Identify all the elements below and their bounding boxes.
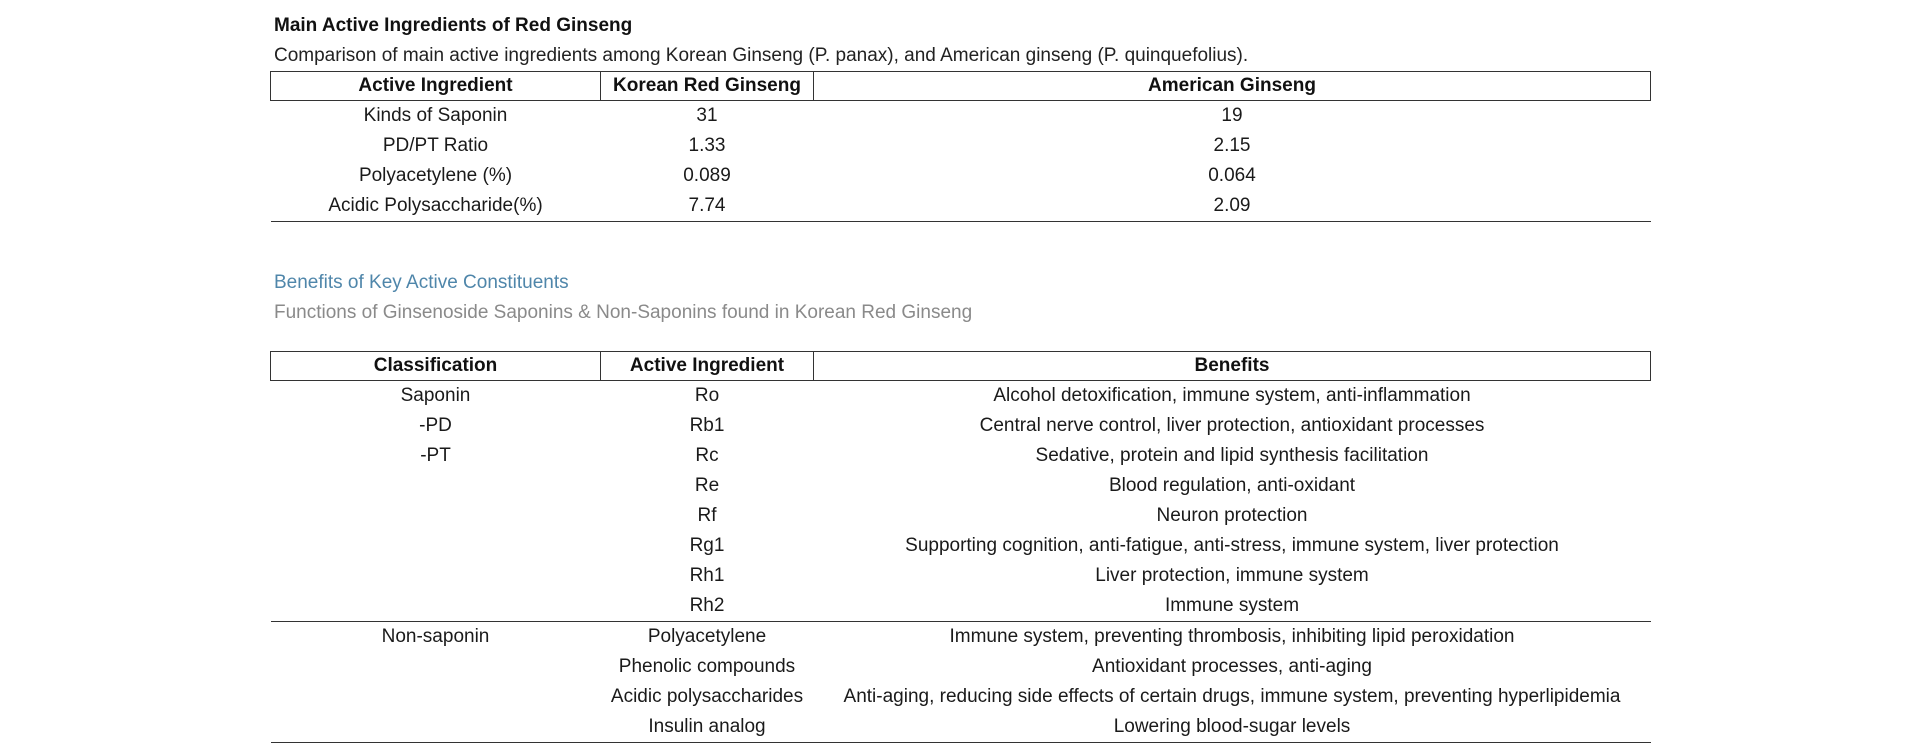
cell-benefits: Sedative, protein and lipid synthesis facilitation xyxy=(1035,445,1429,466)
cell-benefits: Alcohol detoxification, immune system, anti-inflammation xyxy=(993,385,1471,406)
table-row xyxy=(271,531,1651,561)
cell-benefits: Liver protection, immune system xyxy=(1095,565,1369,586)
table-row xyxy=(271,622,1651,653)
cell-classification: -PT xyxy=(420,445,451,466)
cell-ingredient: Polyacetylene (%) xyxy=(358,165,513,186)
cell-ingredient: Insulin analog xyxy=(601,712,814,743)
header-active-ingredient: Active Ingredient xyxy=(271,72,601,101)
table-row xyxy=(271,131,1651,161)
cell-classification: Non-saponin xyxy=(381,626,490,647)
cell-korean-value: 7.74 xyxy=(601,191,814,222)
table-row xyxy=(271,101,1651,132)
header-american-ginseng: American Ginseng xyxy=(814,72,1651,101)
cell-ingredient: Rb1 xyxy=(689,415,725,436)
table-row xyxy=(271,682,1651,712)
table-header-row xyxy=(271,352,1651,381)
table-row xyxy=(271,561,1651,591)
table-row xyxy=(271,501,1651,531)
cell-benefits: Immune system, preventing thrombosis, inhibiting lipid peroxidation xyxy=(949,626,1515,647)
header-classification: Classification xyxy=(271,352,601,381)
cell-benefits: Blood regulation, anti-oxidant xyxy=(1108,475,1356,496)
table-row xyxy=(271,161,1651,191)
cell-ingredient: Rg1 xyxy=(689,535,725,556)
cell-ingredient: Rh2 xyxy=(601,591,814,622)
benefits-subtitle: Functions of Ginsenoside Saponins & Non-Saponins found in Korean Red Ginseng xyxy=(274,302,973,323)
cell-classification: -PD xyxy=(419,415,452,436)
benefits-title: Benefits of Key Active Constituents xyxy=(274,272,569,293)
cell-ingredient: Polyacetylene xyxy=(647,626,767,647)
table-row xyxy=(271,712,1651,743)
table-row xyxy=(271,411,1651,441)
table-row xyxy=(271,441,1651,471)
cell-benefits: Immune system xyxy=(814,591,1651,622)
cell-ingredient: Rc xyxy=(695,445,719,466)
table-row xyxy=(271,591,1651,622)
benefits-table xyxy=(270,351,1651,743)
cell-classification xyxy=(271,531,601,561)
cell-american-value: 2.09 xyxy=(814,191,1651,222)
cell-classification xyxy=(271,561,601,591)
cell-ingredient: PD/PT Ratio xyxy=(382,135,489,156)
cell-ingredient: Ro xyxy=(694,385,720,406)
table-row xyxy=(271,652,1651,682)
ingredients-title: Main Active Ingredients of Red Ginseng xyxy=(274,15,633,36)
cell-benefits: Supporting cognition, anti-fatigue, anti-stress, immune system, liver protection xyxy=(905,535,1559,556)
cell-classification xyxy=(271,591,601,622)
cell-classification xyxy=(271,682,601,712)
header-active-ingredient: Active Ingredient xyxy=(601,352,814,381)
cell-korean-value: 1.33 xyxy=(688,135,726,156)
cell-classification: Saponin xyxy=(400,385,471,406)
cell-ingredient: Re xyxy=(694,475,720,496)
cell-benefits: Neuron protection xyxy=(1156,505,1308,526)
cell-american-value: 19 xyxy=(1221,105,1243,126)
cell-korean-value: 0.089 xyxy=(683,165,731,186)
cell-classification xyxy=(271,652,601,682)
cell-ingredient: Rf xyxy=(697,505,717,526)
cell-ingredient: Acidic polysaccharides xyxy=(610,686,804,707)
ingredients-comparison-table xyxy=(270,71,1651,222)
cell-classification xyxy=(271,712,601,743)
cell-classification xyxy=(271,501,601,531)
cell-benefits: Central nerve control, liver protection, antioxidant processes xyxy=(979,415,1485,436)
ingredients-subtitle: Comparison of main active ingredients among Korean Ginseng (P. panax), and American ginseng (P. quinquefolius). xyxy=(274,45,1249,66)
cell-american-value: 0.064 xyxy=(1208,165,1256,186)
header-benefits: Benefits xyxy=(814,352,1651,381)
table-row xyxy=(271,471,1651,501)
cell-classification xyxy=(271,471,601,501)
cell-korean-value: 31 xyxy=(696,105,718,126)
cell-ingredient: Kinds of Saponin xyxy=(363,105,508,126)
table-header-row xyxy=(271,72,1651,101)
cell-benefits: Lowering blood-sugar levels xyxy=(814,712,1651,743)
table-row xyxy=(271,191,1651,222)
table-row xyxy=(271,381,1651,412)
cell-benefits: Anti-aging, reducing side effects of certain drugs, immune system, preventing hyperlipidemia xyxy=(843,686,1621,707)
cell-ingredient: Rh1 xyxy=(689,565,725,586)
cell-benefits: Antioxidant processes, anti-aging xyxy=(1092,656,1372,677)
header-korean-red-ginseng: Korean Red Ginseng xyxy=(601,72,814,101)
cell-ingredient: Phenolic compounds xyxy=(618,656,796,677)
cell-american-value: 2.15 xyxy=(1213,135,1251,156)
cell-ingredient: Acidic Polysaccharide(%) xyxy=(271,191,601,222)
